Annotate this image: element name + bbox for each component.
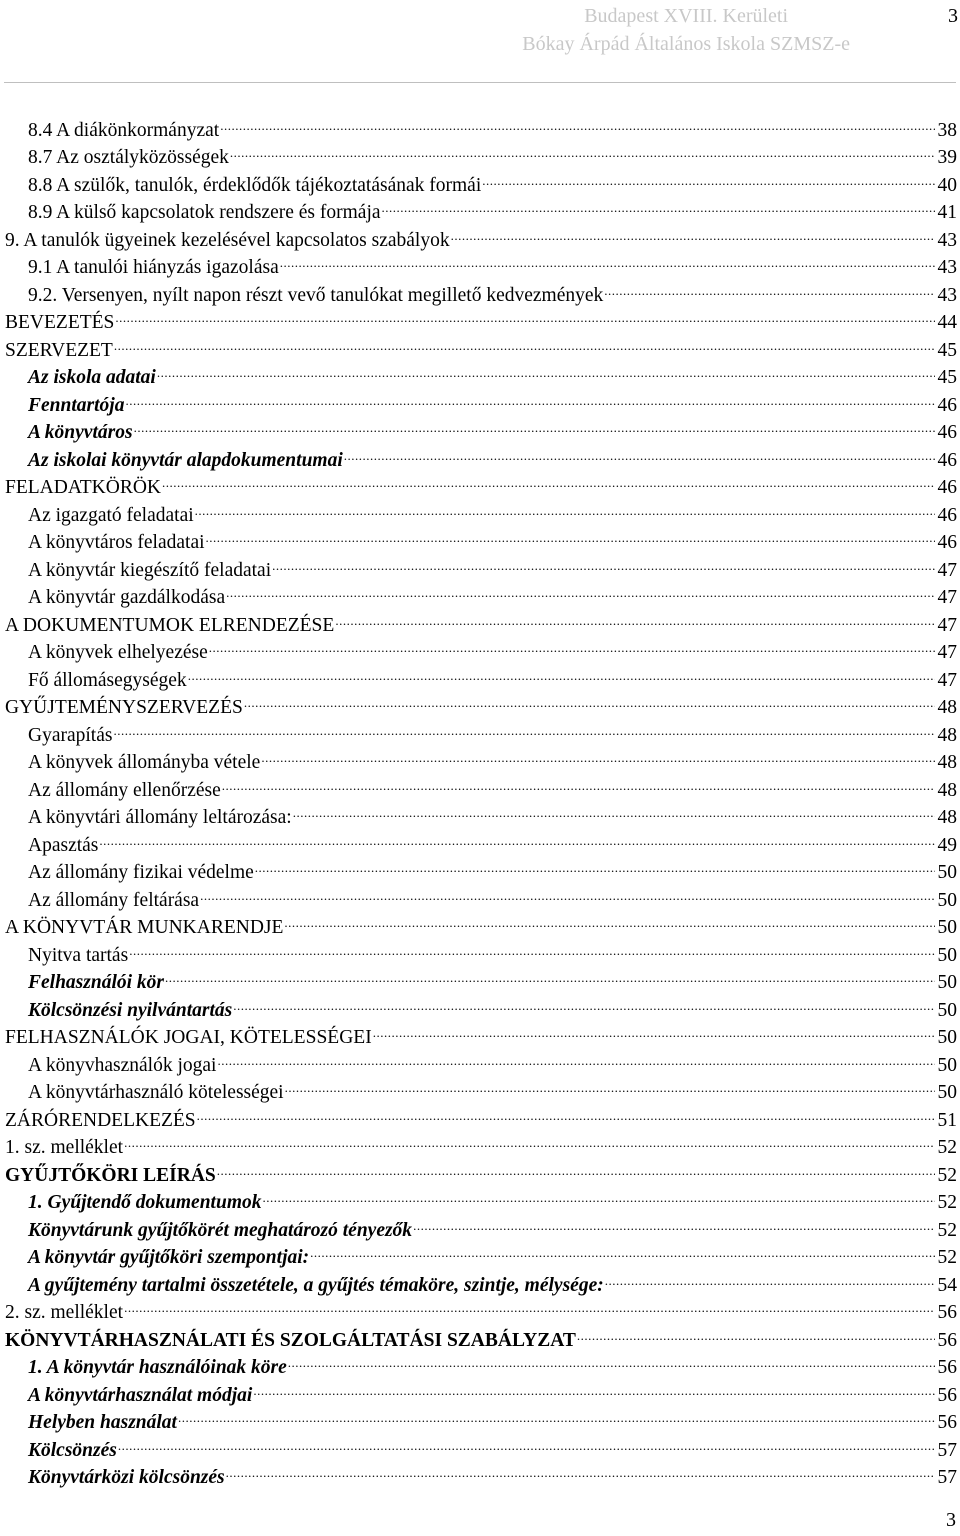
toc-entry-label: A könyvtárhasználat módjai (28, 1384, 253, 1406)
toc-entry-page: 45 (937, 339, 957, 361)
toc-entry-label: A könyvtár gyűjtőköri szempontjai: (28, 1247, 310, 1268)
toc-dot-leader (577, 1318, 935, 1346)
toc-entry-page: 45 (937, 367, 957, 388)
toc-entry-label: Az állomány feltárása (28, 889, 200, 911)
table-of-contents (0, 108, 960, 1488)
toc-entry-page: 50 (937, 889, 957, 911)
toc-entry[interactable] (0, 1236, 960, 1268)
toc-entry-page: 39 (937, 147, 957, 168)
toc-entry-label: Gyarapítás (28, 724, 113, 746)
toc-entry[interactable] (0, 576, 960, 608)
toc-entry[interactable] (0, 356, 960, 388)
toc-dot-leader (310, 1236, 934, 1264)
toc-dot-leader (233, 988, 934, 1016)
toc-entry-page: 41 (937, 202, 957, 223)
toc-entry-label: BEVEZETÉS (5, 312, 115, 333)
toc-dot-leader (288, 1346, 935, 1374)
toc-entry-page: 51 (937, 1109, 957, 1131)
toc-entry-label: 8.4 A diákönkormányzat (28, 119, 220, 141)
toc-entry[interactable] (0, 136, 960, 168)
toc-entry[interactable] (0, 851, 960, 883)
toc-dot-leader (604, 273, 934, 301)
toc-dot-leader (222, 768, 935, 796)
toc-entry-page: 50 (937, 1027, 957, 1048)
toc-entry[interactable] (0, 768, 960, 801)
toc-entry-label: A könyvtáros feladatai (28, 532, 205, 553)
toc-entry-page: 47 (937, 614, 957, 636)
toc-dot-leader (255, 851, 935, 879)
toc-dot-leader (188, 658, 935, 686)
footer-page-number: 3 (946, 1509, 956, 1531)
toc-entry-page: 47 (937, 669, 957, 691)
toc-entry-page: 56 (937, 1412, 957, 1433)
toc-dot-leader (413, 1208, 934, 1236)
toc-entry[interactable] (0, 301, 960, 333)
toc-entry-page: 50 (937, 972, 957, 993)
header-school-district: Budapest XVIII. Kerületi (584, 5, 789, 27)
toc-dot-leader (134, 411, 935, 439)
toc-dot-leader (200, 878, 934, 906)
header-divider (4, 82, 956, 83)
toc-dot-leader (253, 1373, 934, 1401)
toc-dot-leader (129, 933, 934, 961)
toc-entry-label: A könyvtár gazdálkodása (28, 587, 226, 608)
toc-entry-label: 1. Gyűjtendő dokumentumok (28, 1192, 262, 1213)
toc-entry[interactable] (0, 493, 960, 526)
toc-dot-leader (195, 493, 935, 521)
toc-dot-leader (382, 191, 935, 219)
toc-dot-leader (293, 796, 935, 824)
toc-entry-label: FELADATKÖRÖK (5, 477, 161, 498)
page-header (0, 0, 960, 90)
toc-dot-leader (124, 1126, 934, 1154)
toc-entry-label: A könyvhasználók jogai (28, 1054, 217, 1076)
toc-entry[interactable] (0, 191, 960, 223)
toc-entry-label: 9.1 A tanulói hiányzás igazolása (28, 257, 279, 278)
toc-dot-leader (261, 741, 934, 769)
toc-entry[interactable] (0, 328, 960, 361)
toc-entry[interactable] (0, 1071, 960, 1103)
toc-entry-label: ZÁRÓRENDELKEZÉS (5, 1109, 196, 1131)
toc-entry[interactable] (0, 273, 960, 306)
toc-entry-label: Az állomány ellenőrzése (28, 779, 221, 801)
toc-entry-label: Könyvtárközi kölcsönzés (28, 1467, 225, 1488)
toc-entry-page: 56 (937, 1384, 957, 1406)
toc-dot-leader (113, 713, 934, 741)
toc-entry-label: Fő állomásegységek (28, 669, 187, 691)
toc-entry[interactable] (0, 163, 960, 196)
toc-entry-label: A gyűjtemény tartalmi összetétele, a gyűjtés témaköre, szintje, mélysége: (28, 1274, 604, 1296)
toc-entry-page: 50 (937, 1082, 957, 1103)
toc-entry-label: GYŰJTŐKÖRI LEÍRÁS (5, 1164, 216, 1186)
toc-entry[interactable] (0, 1016, 960, 1048)
toc-entry-page: 47 (937, 587, 957, 608)
toc-entry[interactable] (0, 466, 960, 498)
toc-entry-page: 48 (937, 697, 957, 718)
toc-entry-page: 46 (937, 477, 957, 498)
toc-entry-label: Kölcsönzési nyilvántartás (28, 999, 233, 1021)
toc-dot-leader (272, 548, 934, 576)
toc-entry-label: 2. sz. melléklet (5, 1302, 124, 1323)
toc-entry[interactable] (0, 603, 960, 636)
toc-entry[interactable] (0, 218, 960, 251)
toc-entry-page: 46 (937, 449, 957, 471)
toc-dot-leader (280, 246, 935, 274)
toc-entry-label: Fenntartója (28, 394, 125, 416)
toc-dot-leader (162, 466, 935, 494)
toc-entry-page: 43 (937, 257, 957, 278)
toc-dot-leader (285, 1071, 935, 1099)
toc-entry[interactable] (0, 383, 960, 416)
toc-entry-page: 49 (937, 834, 957, 856)
toc-entry[interactable] (0, 823, 960, 856)
toc-entry-label: A könyvek állományba vétele (28, 752, 261, 773)
toc-entry-label: Az iskola adatai (28, 367, 156, 388)
toc-entry-label: A könyvtáros (28, 422, 133, 443)
toc-entry-page: 48 (937, 752, 957, 773)
toc-entry-page: 56 (937, 1357, 957, 1378)
toc-entry[interactable] (0, 521, 960, 553)
toc-dot-leader (226, 576, 934, 604)
toc-entry-page: 52 (937, 1137, 957, 1158)
toc-entry-label: Helyben használat (28, 1412, 177, 1433)
toc-entry-label: 9.2. Versenyen, nyílt napon részt vevő tanulókat megillető kedvezmények (28, 284, 604, 306)
toc-entry[interactable] (0, 988, 960, 1021)
toc-dot-leader (605, 1263, 935, 1291)
toc-dot-leader (335, 603, 934, 631)
toc-entry-page: 50 (937, 862, 957, 883)
toc-dot-leader (226, 1456, 935, 1484)
toc-entry[interactable] (0, 933, 960, 966)
toc-entry-page: 48 (937, 779, 957, 801)
toc-entry[interactable] (0, 1291, 960, 1323)
toc-dot-leader (197, 1098, 935, 1126)
toc-entry-label: Könyvtárunk gyűjtőkörét meghatározó tényezők (28, 1219, 413, 1241)
toc-entry-page: 48 (937, 724, 957, 746)
toc-entry-label: 1. A könyvtár használóinak köre (28, 1357, 287, 1378)
toc-entry[interactable] (0, 1401, 960, 1433)
toc-dot-leader (244, 686, 935, 714)
toc-entry[interactable] (0, 1318, 960, 1351)
toc-dot-leader (220, 108, 934, 136)
toc-entry-label: Az állomány fizikai védelme (28, 862, 254, 883)
toc-dot-leader (209, 631, 935, 659)
toc-entry[interactable] (0, 1428, 960, 1461)
toc-entry[interactable] (0, 658, 960, 691)
toc-entry[interactable] (0, 713, 960, 746)
toc-entry-label: Az igazgató feladatai (28, 504, 194, 526)
toc-dot-leader (373, 1016, 935, 1044)
toc-entry-label: FELHASZNÁLÓK JOGAI, KÖTELESSÉGEI (5, 1027, 372, 1048)
toc-entry-page: 40 (937, 174, 957, 196)
toc-entry[interactable] (0, 1153, 960, 1186)
toc-entry[interactable] (0, 961, 960, 993)
toc-entry[interactable] (0, 1043, 960, 1076)
toc-entry[interactable] (0, 741, 960, 773)
toc-entry-label: A könyvtár kiegészítő feladatai (28, 559, 272, 581)
toc-dot-leader (115, 301, 934, 329)
toc-dot-leader (263, 1181, 935, 1209)
toc-entry-page: 52 (937, 1192, 957, 1213)
toc-entry-label: KÖNYVTÁRHASZNÁLATI ÉS SZOLGÁLTATÁSI SZABÁLYZAT (5, 1329, 576, 1351)
toc-entry-label: 9. A tanulók ügyeinek kezelésével kapcsolatos szabályok (5, 229, 450, 251)
toc-entry-label: 8.8 A szülők, tanulók, érdeklődők tájékoztatásának formái (28, 174, 482, 196)
toc-entry[interactable] (0, 1126, 960, 1158)
toc-entry[interactable] (0, 1373, 960, 1406)
toc-entry-page: 46 (937, 394, 957, 416)
toc-entry-page: 54 (937, 1274, 957, 1296)
toc-entry-label: A könyvek elhelyezése (28, 642, 208, 663)
header-document-title: Bókay Árpád Általános Iskola SZMSZ-e (522, 33, 850, 55)
toc-entry[interactable] (0, 411, 960, 443)
toc-dot-leader (124, 1291, 934, 1319)
toc-entry-label: A könyvtárhasználó kötelességei (28, 1082, 284, 1103)
toc-entry-page: 57 (937, 1439, 957, 1461)
toc-dot-leader (230, 136, 935, 164)
toc-entry[interactable] (0, 1181, 960, 1213)
toc-entry-label: Apasztás (28, 834, 99, 856)
toc-entry-page: 47 (937, 642, 957, 663)
toc-entry[interactable] (0, 1098, 960, 1131)
header-page-number: 3 (948, 5, 958, 27)
toc-entry[interactable] (0, 548, 960, 581)
toc-entry-label: Az iskolai könyvtár alapdokumentumai (28, 449, 343, 471)
toc-dot-leader (217, 1043, 934, 1071)
toc-entry-page: 46 (937, 504, 957, 526)
toc-entry[interactable] (0, 1346, 960, 1378)
toc-entry-page: 50 (937, 1054, 957, 1076)
toc-entry[interactable] (0, 686, 960, 718)
toc-dot-leader (118, 1428, 935, 1456)
toc-entry-page: 44 (937, 312, 957, 333)
toc-entry[interactable] (0, 1263, 960, 1296)
toc-dot-leader (284, 906, 934, 934)
toc-dot-leader (206, 521, 935, 549)
toc-entry-label: Kölcsönzés (28, 1439, 117, 1461)
toc-entry-label: Nyitva tartás (28, 944, 129, 966)
toc-entry-page: 46 (937, 422, 957, 443)
toc-dot-leader (178, 1401, 935, 1429)
toc-entry-page: 46 (937, 532, 957, 553)
toc-entry-label: 8.9 A külső kapcsolatok rendszere és formája (28, 202, 381, 223)
toc-entry-page: 52 (937, 1247, 957, 1268)
toc-entry[interactable] (0, 878, 960, 911)
toc-entry-page: 52 (937, 1164, 957, 1186)
toc-dot-leader (114, 328, 935, 356)
toc-dot-leader (99, 823, 934, 851)
toc-entry-label: A könyvtári állomány leltározása: (28, 807, 292, 828)
toc-entry-label: 1. sz. melléklet (5, 1137, 124, 1158)
toc-entry-label: Felhasználói kör (28, 972, 164, 993)
toc-entry-page: 43 (937, 284, 957, 306)
toc-entry[interactable] (0, 631, 960, 663)
toc-entry[interactable] (0, 796, 960, 828)
toc-entry-page: 38 (937, 119, 957, 141)
toc-dot-leader (157, 356, 935, 384)
toc-entry-page: 50 (937, 917, 957, 938)
toc-dot-leader (451, 218, 935, 246)
toc-entry[interactable] (0, 108, 960, 141)
toc-entry-page: 57 (937, 1467, 957, 1488)
toc-entry-label: 8.7 Az osztályközösségek (28, 147, 229, 168)
toc-entry-page: 56 (937, 1329, 957, 1351)
toc-entry-page: 50 (937, 999, 957, 1021)
toc-entry-page: 56 (937, 1302, 957, 1323)
toc-entry-page: 50 (937, 944, 957, 966)
toc-entry-page: 47 (937, 559, 957, 581)
toc-entry-page: 52 (937, 1219, 957, 1241)
toc-entry[interactable] (0, 246, 960, 278)
toc-dot-leader (125, 383, 934, 411)
toc-dot-leader (482, 163, 934, 191)
toc-entry[interactable] (0, 906, 960, 938)
toc-entry[interactable] (0, 438, 960, 471)
toc-entry-page: 48 (937, 807, 957, 828)
toc-dot-leader (344, 438, 935, 466)
toc-entry[interactable] (0, 1208, 960, 1241)
toc-entry-page: 43 (937, 229, 957, 251)
header-title-block (522, 2, 850, 58)
toc-entry[interactable] (0, 1456, 960, 1488)
toc-dot-leader (165, 961, 935, 989)
toc-entry-label: A KÖNYVTÁR MUNKARENDJE (5, 917, 284, 938)
toc-entry-label: A DOKUMENTUMOK ELRENDEZÉSE (5, 614, 335, 636)
toc-entry-label: SZERVEZET (5, 339, 113, 361)
toc-dot-leader (217, 1153, 935, 1181)
toc-entry-label: GYŰJTEMÉNYSZERVEZÉS (5, 697, 243, 718)
